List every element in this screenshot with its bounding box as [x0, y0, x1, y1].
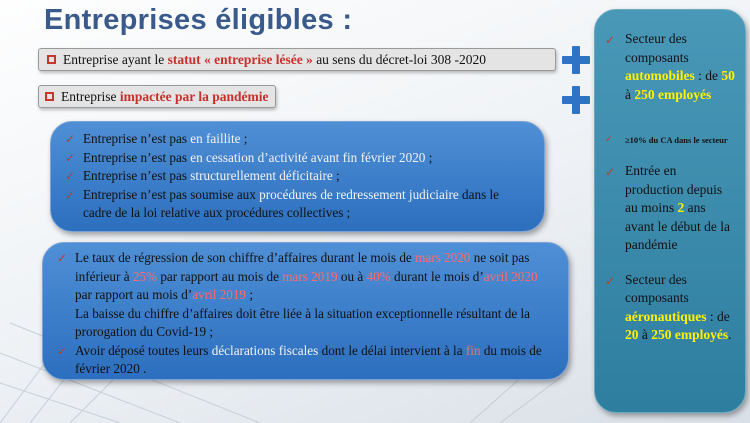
list-item: La baisse du chiffre d’affaires doit être liée à la situation exceptionnelle résultant de la prorogation du Covid-19 ;: [75, 305, 531, 339]
checkmark-icon: ✓: [65, 132, 76, 146]
sidebar-item-automobiles: ✓ Secteur des composants automobiles : de 50 à 250 employés: [605, 31, 735, 102]
criteria-bar-statut: [38, 48, 556, 71]
checkmark-icon: ✓: [57, 251, 68, 265]
conditions-panel-1: [50, 121, 545, 232]
list-item: ✓ Avoir déposé toutes leurs déclarations fiscales dont le délai intervient à la fin du mois de février 2020 .: [57, 342, 542, 376]
page-title: Entreprises éligibles :: [44, 4, 353, 36]
list-item: ✓ Entreprise n’est pas en cessation d’activité avant fin février 2020 ;: [65, 149, 530, 168]
checkmark-icon: ✓: [65, 187, 76, 202]
sidebar-item-ca: ✓ ≥10% du CA dans le secteur: [605, 135, 728, 145]
checkmark-icon: ✓: [605, 273, 616, 288]
bar-text: Entreprise ayant le statut « entreprise lésée » au sens du décret-loi 308 -2020: [63, 51, 487, 67]
square-bullet-icon: [45, 92, 54, 101]
square-bullet-icon: [47, 55, 56, 64]
plus-icon: [562, 86, 590, 114]
sector-sidebar: [594, 9, 746, 413]
checkmark-icon: ✓: [605, 135, 613, 145]
checkmark-icon: ✓: [65, 169, 76, 183]
list-item: ✓ Entreprise n’est pas structurellement déficitaire ;: [65, 167, 530, 186]
list-item: ✓ Entreprise n’est pas en faillite ;: [65, 130, 530, 149]
criteria-bar-pandemie: [38, 85, 276, 108]
conditions-panel-2: [42, 242, 569, 380]
list-item: ✓ Entreprise n’est pas soumise aux procédures de redressement judiciaire dans le cadre de la loi relative aux procédures collectives ;: [65, 186, 500, 220]
checkmark-icon: ✓: [605, 33, 616, 47]
checkmark-icon: ✓: [65, 150, 76, 165]
checkmark-icon: ✓: [57, 343, 68, 358]
sidebar-item-aeronautiques: ✓ Secteur des composants aéronautiques : de 20 à 250 employés.: [605, 271, 732, 342]
plus-icon: [562, 46, 590, 74]
checkmark-icon: ✓: [605, 165, 616, 179]
conditions-list: [65, 130, 530, 223]
list-item: ✓ Le taux de régression de son chiffre d’affaires durant le mois de mars 2020 ne soit pas inférieur à 25% par rapport au mois de mars 2019 ou à 40% durant le mois d’avril 2020 par rapport au mois d’avril 2019 ;: [57, 250, 538, 302]
conditions-list: [57, 249, 554, 379]
bar-text: Entreprise impactée par la pandémie: [61, 88, 269, 104]
sidebar-item-production: ✓ Entrée en production depuis au moins 2 ans avant le début de la pandémie: [605, 163, 730, 252]
